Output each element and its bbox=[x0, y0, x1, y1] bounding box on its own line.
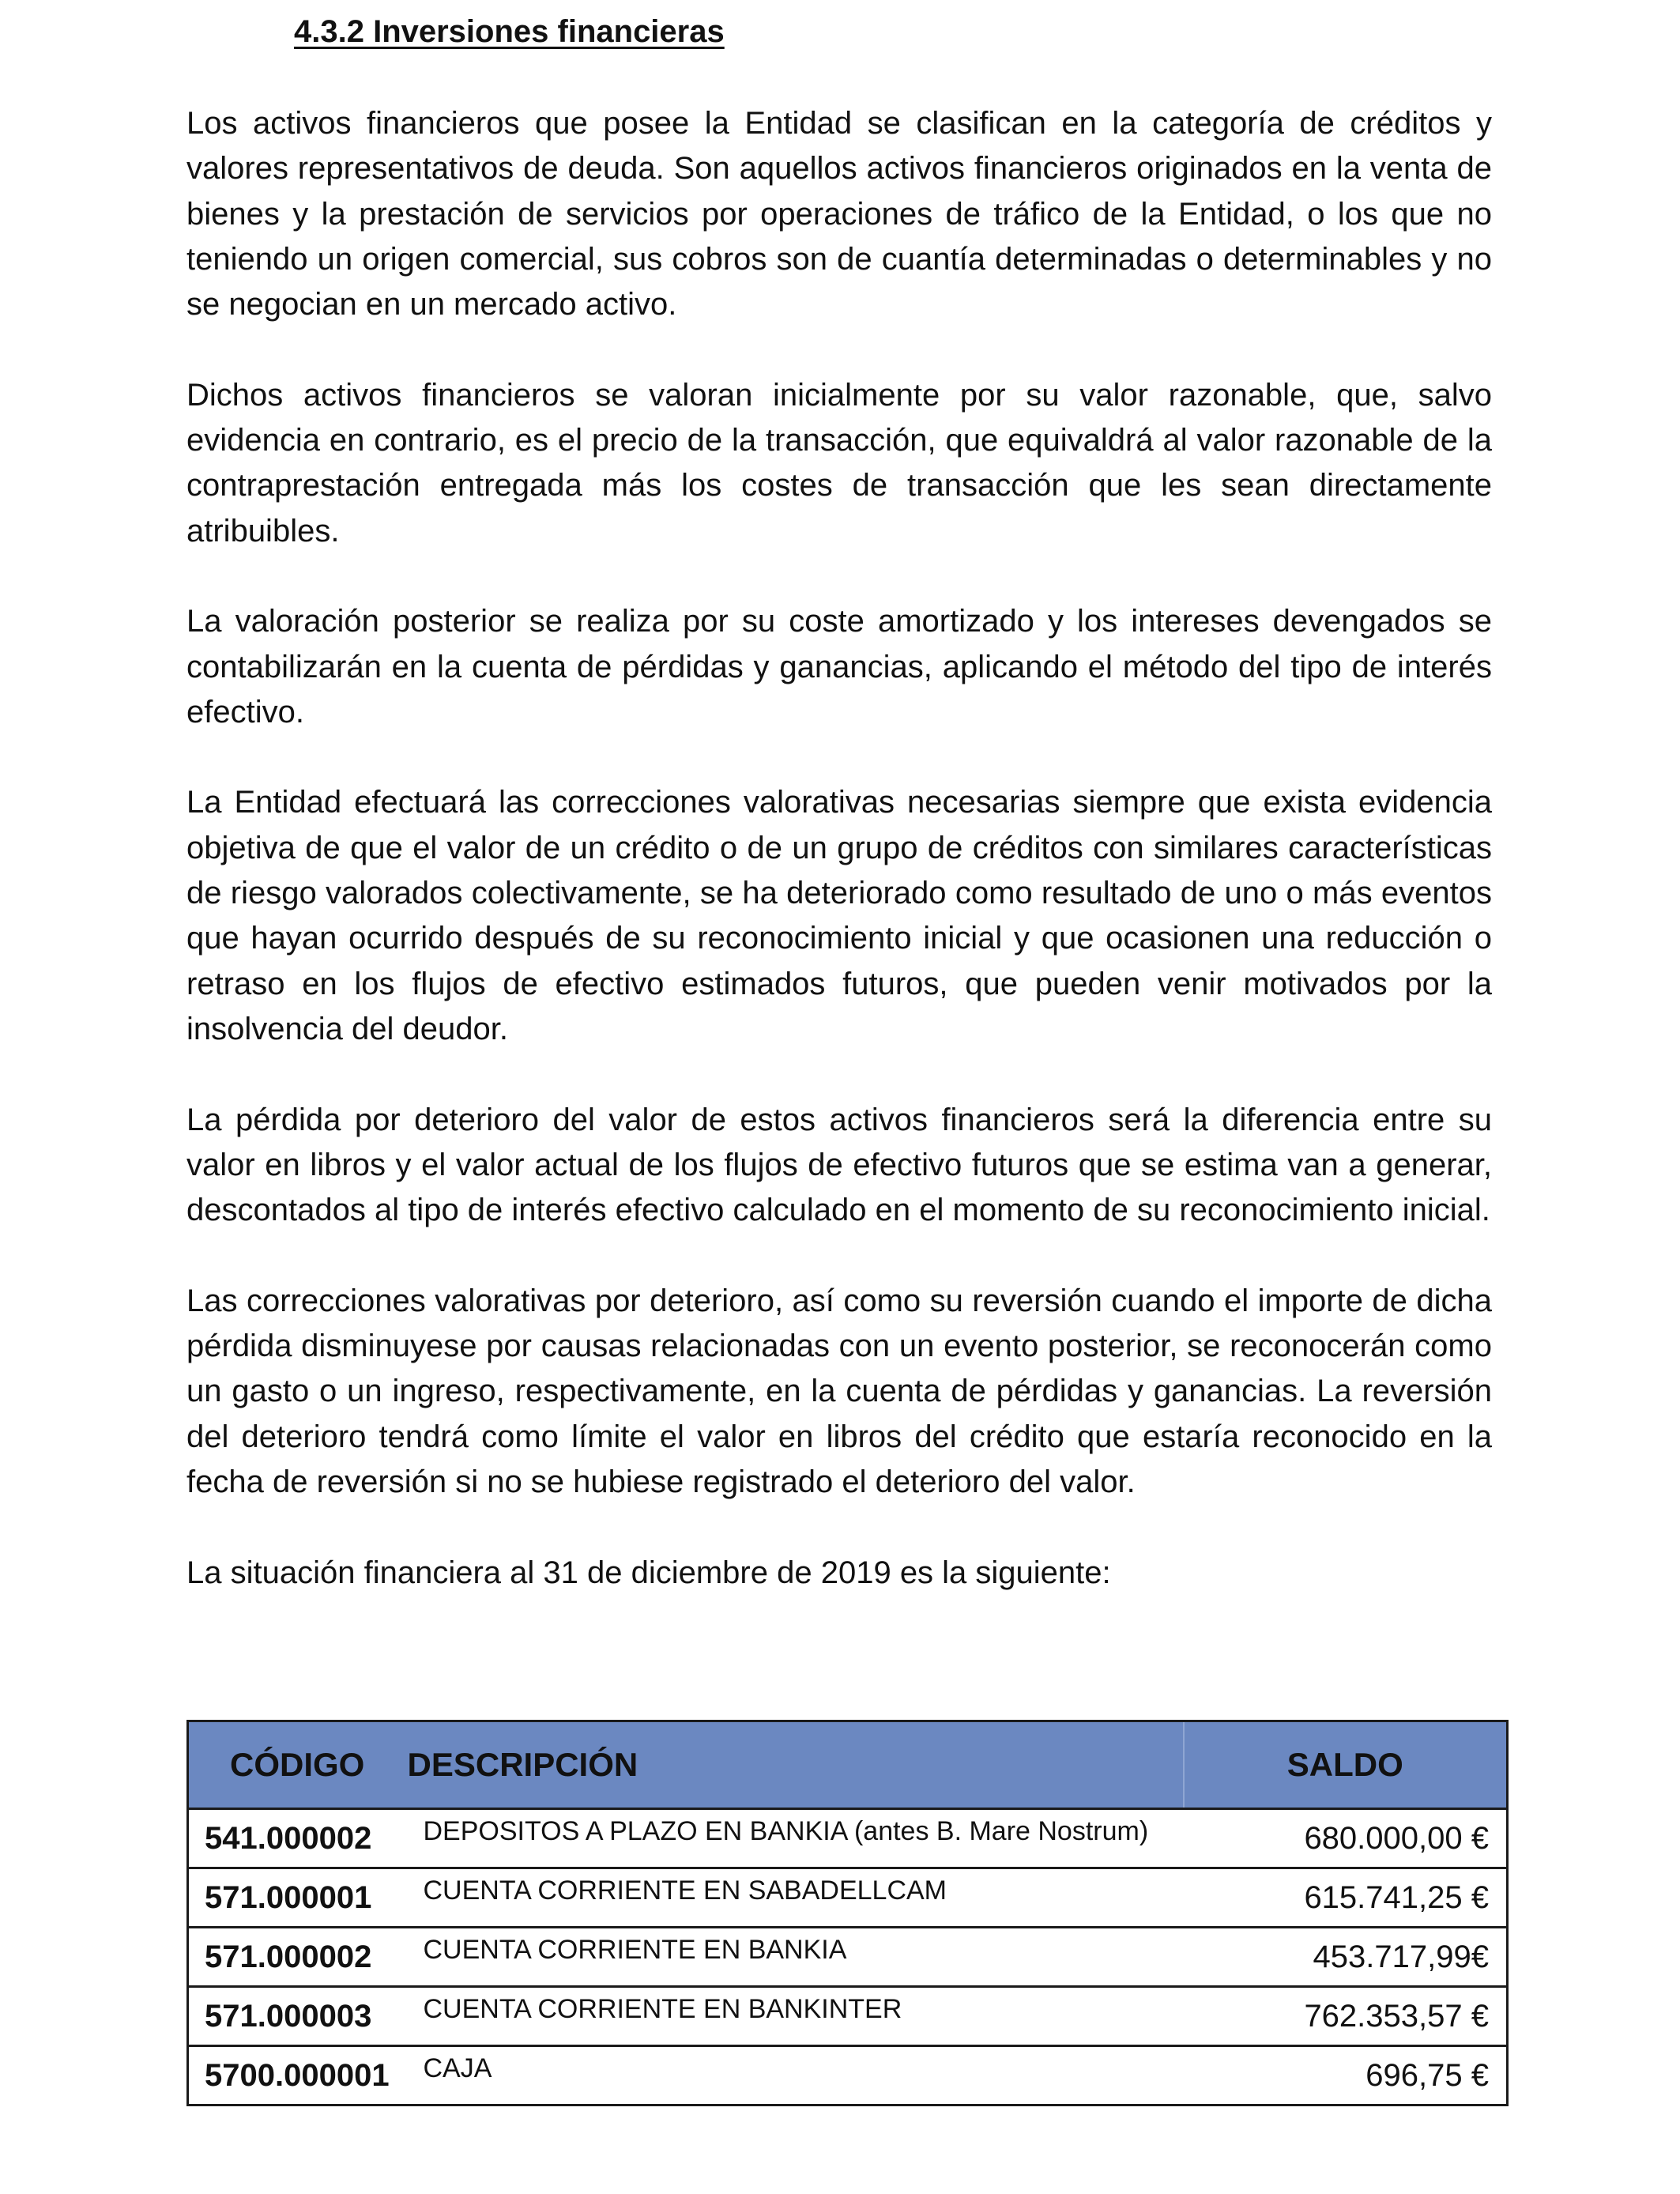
table-row bbox=[188, 2046, 1508, 2105]
table-row bbox=[188, 1809, 1508, 1868]
paragraph-classification: Los activos financieros que posee la Entidad se clasifican en la categoría de créditos y valores representativos de deuda. Son aquellos activos financieros originados en la venta de bienes y la prestación de servicios por operaciones de tráfico de la Entidad, o los que no teniendo un origen comercial, sus cobros son de cuantía determinadas o determinables y no se negocian en un mercado activo. bbox=[186, 106, 1492, 322]
paragraph-value-corrections: La Entidad efectuará las correcciones valorativas necesarias siempre que exista evidencia objetiva de que el valor de un crédito o de un grupo de créditos con similares características de riesgo valorados colectivamente, se ha deteriorado como resultado de uno o más eventos que hayan ocurrido después de su reconocimiento inicial y que ocasionen una reducción o retraso en los flujos de efectivo estimados futuros, que pueden venir motivados por la insolvencia del deudor. bbox=[186, 785, 1492, 1046]
section-title: 4.3.2 Inversiones financieras bbox=[294, 14, 725, 49]
row-code: 571.000003 bbox=[188, 1987, 408, 2046]
row-balance: 615.741,25 € bbox=[1184, 1868, 1508, 1928]
row-balance: 680.000,00 € bbox=[1184, 1809, 1508, 1868]
header-balance: SALDO bbox=[1184, 1721, 1508, 1809]
paragraph-impairment-loss: La pérdida por deterioro del valor de estos activos financieros será la diferencia entre su valor en libros y el valor actual de los flujos de efectivo futuros que se estima van a generar, descontados al tipo de interés efectivo calculado en el momento de su reconocimiento inicial. bbox=[186, 1102, 1492, 1228]
row-code: 5700.000001 bbox=[188, 2046, 408, 2105]
financial-situation-table bbox=[186, 1720, 1509, 2106]
table-row bbox=[188, 1987, 1508, 2046]
table-row bbox=[188, 1928, 1508, 1987]
row-description: CAJA bbox=[408, 2046, 1184, 2105]
paragraph-impairment-reversal: Las correcciones valorativas por deterioro, así como su reversión cuando el importe de dicha pérdida disminuyese por causas relacionadas con un evento posterior, se reconocerán como un gasto o un ingreso, respectivamente, en la cuenta de pérdidas y ganancias. La reversión del deterioro tendrá como límite el valor en libros del crédito que estaría reconocido en la fecha de reversión si no se hubiese registrado el deterioro del valor. bbox=[186, 1283, 1492, 1499]
row-balance: 696,75 € bbox=[1184, 2046, 1508, 2105]
table-intro-line: La situación financiera al 31 de diciembre de 2019 es la siguiente: bbox=[186, 1555, 1111, 1590]
row-description: DEPOSITOS A PLAZO EN BANKIA (antes B. Mare Nostrum) bbox=[408, 1809, 1184, 1868]
table-row bbox=[188, 1868, 1508, 1928]
header-code: CÓDIGO bbox=[188, 1721, 408, 1809]
row-description: CUENTA CORRIENTE EN BANKINTER bbox=[408, 1987, 1184, 2046]
paragraph-initial-valuation: Dichos activos financieros se valoran inicialmente por su valor razonable, que, salvo evidencia en contrario, es el precio de la transacción, que equivaldrá al valor razonable de la contraprestación entregada más los costes de transacción que les sean directamente atribuibles. bbox=[186, 377, 1492, 548]
row-code: 541.000002 bbox=[188, 1809, 408, 1868]
paragraph-subsequent-valuation: La valoración posterior se realiza por su coste amortizado y los intereses devengados se contabilizarán en la cuenta de pérdidas y ganancias, aplicando el método del tipo de interés efectivo. bbox=[186, 604, 1492, 729]
body-text bbox=[186, 101, 1492, 1596]
row-description: CUENTA CORRIENTE EN SABADELLCAM bbox=[408, 1868, 1184, 1928]
row-code: 571.000002 bbox=[188, 1928, 408, 1987]
row-balance: 762.353,57 € bbox=[1184, 1987, 1508, 2046]
row-balance: 453.717,99€ bbox=[1184, 1928, 1508, 1987]
row-code: 571.000001 bbox=[188, 1868, 408, 1928]
row-description: CUENTA CORRIENTE EN BANKIA bbox=[408, 1928, 1184, 1987]
header-description: DESCRIPCIÓN bbox=[408, 1721, 1184, 1809]
table-header-row bbox=[188, 1721, 1508, 1809]
